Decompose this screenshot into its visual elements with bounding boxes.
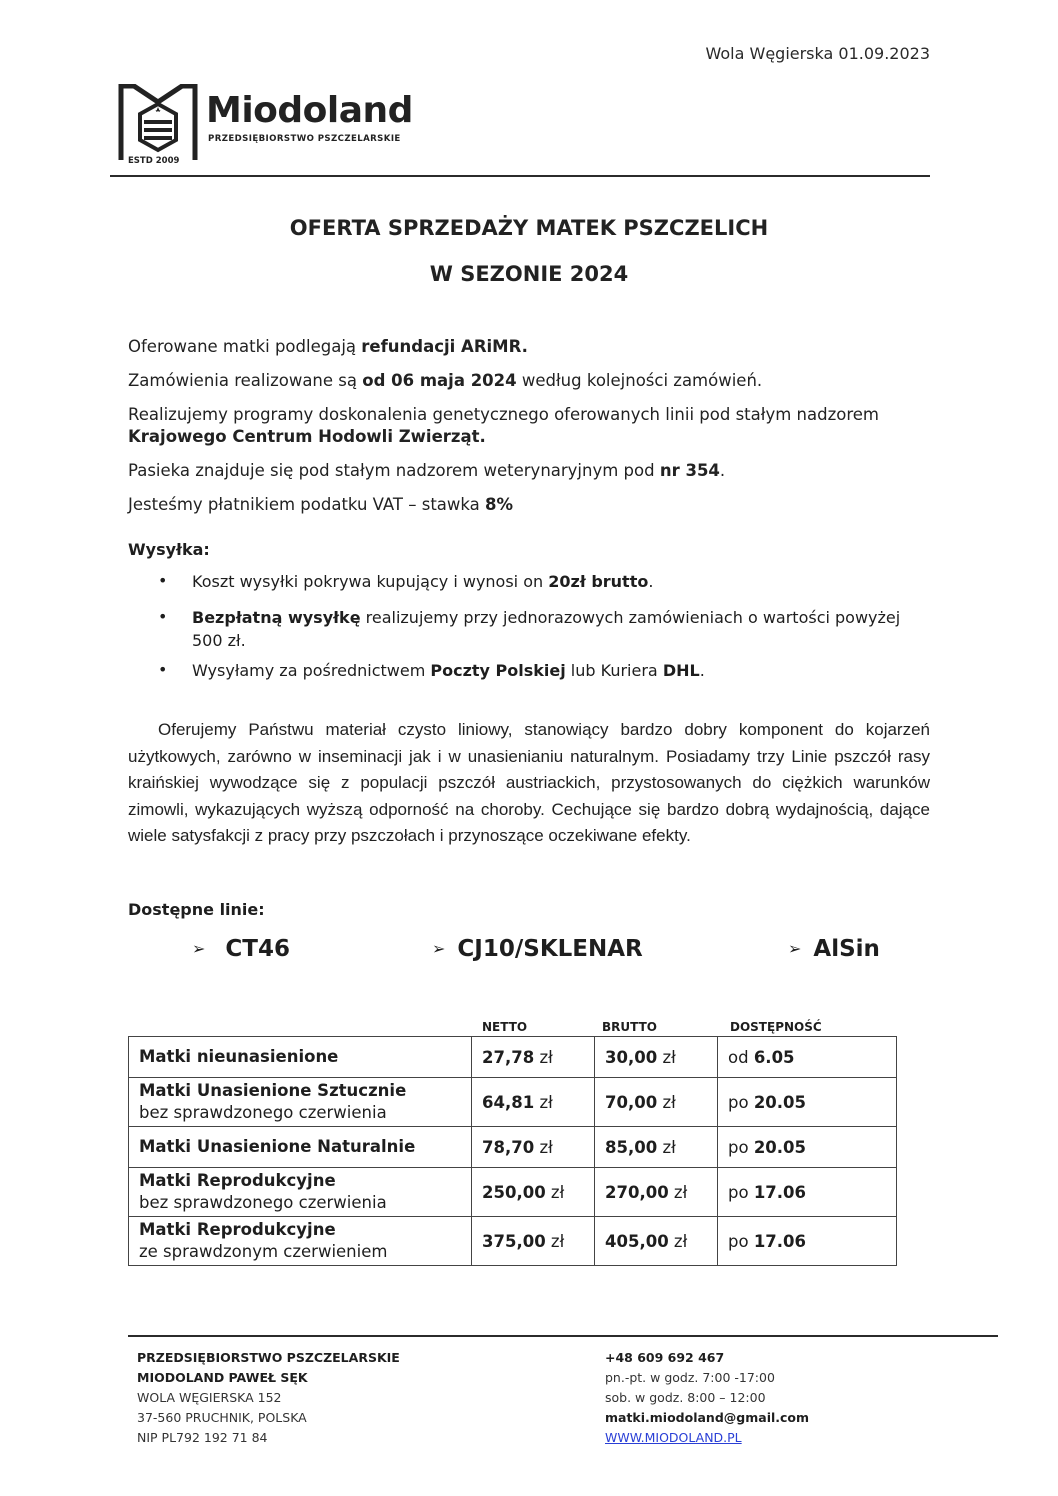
footer-city: 37-560 PRUCHNIK, POLSKA xyxy=(137,1410,307,1425)
price-brutto: 270,00 zł xyxy=(595,1168,718,1217)
footer-website-link[interactable]: WWW.MIODOLAND.PL xyxy=(605,1430,742,1445)
shipping-item-free: Bezpłatną wysyłkę realizujemy przy jednorazowych zamówieniach o wartości powyżej 500 zł. xyxy=(192,608,901,650)
arrow-bullet-icon: ➢ xyxy=(192,939,206,958)
product-subtitle: bez sprawdzonego czerwienia xyxy=(139,1103,387,1122)
intro-genetics: Realizujemy programy doskonalenia genetycznego oferowanych linii pod stałym nadzorem Krajowego Centrum Hodowli Zwierząt. xyxy=(128,405,879,446)
availability: od 6.05 xyxy=(718,1037,897,1078)
product-subtitle: bez sprawdzonego czerwienia xyxy=(139,1193,387,1212)
footer-nip: NIP PL792 192 71 84 xyxy=(137,1430,268,1445)
honeycomb-book-icon xyxy=(118,84,198,164)
price-netto: 78,70 zł xyxy=(472,1127,595,1168)
price-table xyxy=(128,1036,897,1266)
logo-name: Miodoland xyxy=(206,90,413,131)
availability: po 17.06 xyxy=(718,1168,897,1217)
footer-email[interactable]: matki.miodoland@gmail.com xyxy=(605,1410,810,1425)
price-netto: 64,81 zł xyxy=(472,1078,595,1127)
price-brutto: 405,00 zł xyxy=(595,1217,718,1266)
table-row xyxy=(129,1168,897,1217)
product-name: Matki nieunasienione xyxy=(139,1047,339,1066)
header-divider xyxy=(110,175,930,177)
document-title-line2: W SEZONIE 2024 xyxy=(429,262,629,286)
shipping-item-cost: Koszt wysyłki pokrywa kupujący i wynosi on 20zł brutto. xyxy=(192,572,654,591)
line-item: ➢ CJ10/SKLENAR xyxy=(432,936,643,962)
price-netto: 250,00 zł xyxy=(472,1168,595,1217)
table-row xyxy=(129,1127,897,1168)
document-title-line1: OFERTA SPRZEDAŻY MATEK PSZCZELICH xyxy=(289,216,769,240)
intro-vat: Jesteśmy płatnikiem podatku VAT – stawka 8% xyxy=(128,495,514,514)
logo-established: ESTD 2009 xyxy=(128,156,180,166)
intro-refund: Oferowane matki podlegają refundacji ARiMR. xyxy=(128,337,528,356)
footer-hours-weekday: pn.-pt. w godz. 7:00 -17:00 xyxy=(605,1370,775,1385)
availability: po 20.05 xyxy=(718,1078,897,1127)
availability: po 17.06 xyxy=(718,1217,897,1266)
shipping-item-carrier: Wysyłamy za pośrednictwem Poczty Polskiej lub Kuriera DHL. xyxy=(192,661,705,680)
table-row xyxy=(129,1078,897,1127)
table-row xyxy=(129,1037,897,1078)
product-name: Matki Unasienione Naturalnie xyxy=(139,1137,416,1156)
footer-street: WOLA WĘGIERSKA 152 xyxy=(137,1390,282,1405)
footer-phone[interactable]: +48 609 692 467 xyxy=(605,1350,725,1365)
line-item: ➢ AlSin xyxy=(788,936,880,962)
column-header-availability: DOSTĘPNOŚĆ xyxy=(730,1020,822,1034)
product-subtitle: ze sprawdzonym czerwieniem xyxy=(139,1242,388,1261)
bullet-icon: • xyxy=(158,607,168,626)
line-item: ➢ CT46 xyxy=(192,936,290,962)
product-name: Matki Unasienione Sztucznie xyxy=(139,1081,407,1100)
footer-divider xyxy=(128,1335,998,1337)
footer-company-line2: MIODOLAND PAWEŁ SĘK xyxy=(137,1370,308,1385)
availability: po 20.05 xyxy=(718,1127,897,1168)
product-name: Matki Reprodukcyjne xyxy=(139,1171,336,1190)
arrow-bullet-icon: ➢ xyxy=(788,939,802,958)
shipping-heading: Wysyłka: xyxy=(128,540,210,559)
footer-company-line1: PRZEDSIĘBIORSTWO PSZCZELARSKIE xyxy=(137,1350,400,1365)
table-row xyxy=(129,1217,897,1266)
offer-description: Oferujemy Państwu materiał czysto liniowy, stanowiący bardzo dobry komponent do kojarzeń użytkowych, zarówno w inseminacji jak i w unasienianiu naturalnym. Posiadamy trzy Linie pszczół rasy kraińskiej wywodzące się z populacji pszczół austriackich, przystosowanych do ciężkich warunków zimowli, wykazujących wyższą odporność na choroby. Cechujące się bardzo dobrą wydajnością, dające wiele satysfakcji z pracy przy pszczołach i przynoszące oczekiwane efekty. xyxy=(128,720,930,845)
lines-heading: Dostępne linie: xyxy=(128,900,265,919)
intro-order-date: Zamówienia realizowane są od 06 maja 2024 według kolejności zamówień. xyxy=(128,371,763,390)
footer-address xyxy=(137,1348,400,1448)
price-brutto: 85,00 zł xyxy=(595,1127,718,1168)
footer-contact xyxy=(605,1348,809,1448)
place-date: Wola Węgierska 01.09.2023 xyxy=(705,44,930,63)
column-header-netto: NETTO xyxy=(482,1020,528,1034)
footer-hours-saturday: sob. w godz. 8:00 – 12:00 xyxy=(605,1390,766,1405)
arrow-bullet-icon: ➢ xyxy=(432,939,446,958)
price-netto: 27,78 zł xyxy=(472,1037,595,1078)
bullet-icon: • xyxy=(158,571,168,590)
intro-veterinary: Pasieka znajduje się pod stałym nadzorem weterynaryjnym pod nr 354. xyxy=(128,461,726,480)
price-brutto: 70,00 zł xyxy=(595,1078,718,1127)
bullet-icon: • xyxy=(158,660,168,679)
column-header-brutto: BRUTTO xyxy=(602,1020,657,1034)
company-logo xyxy=(118,84,418,174)
product-name: Matki Reprodukcyjne xyxy=(139,1220,336,1239)
price-netto: 375,00 zł xyxy=(472,1217,595,1266)
logo-subtitle: PRZEDSIĘBIORSTWO PSZCZELARSKIE xyxy=(208,134,401,144)
price-brutto: 30,00 zł xyxy=(595,1037,718,1078)
